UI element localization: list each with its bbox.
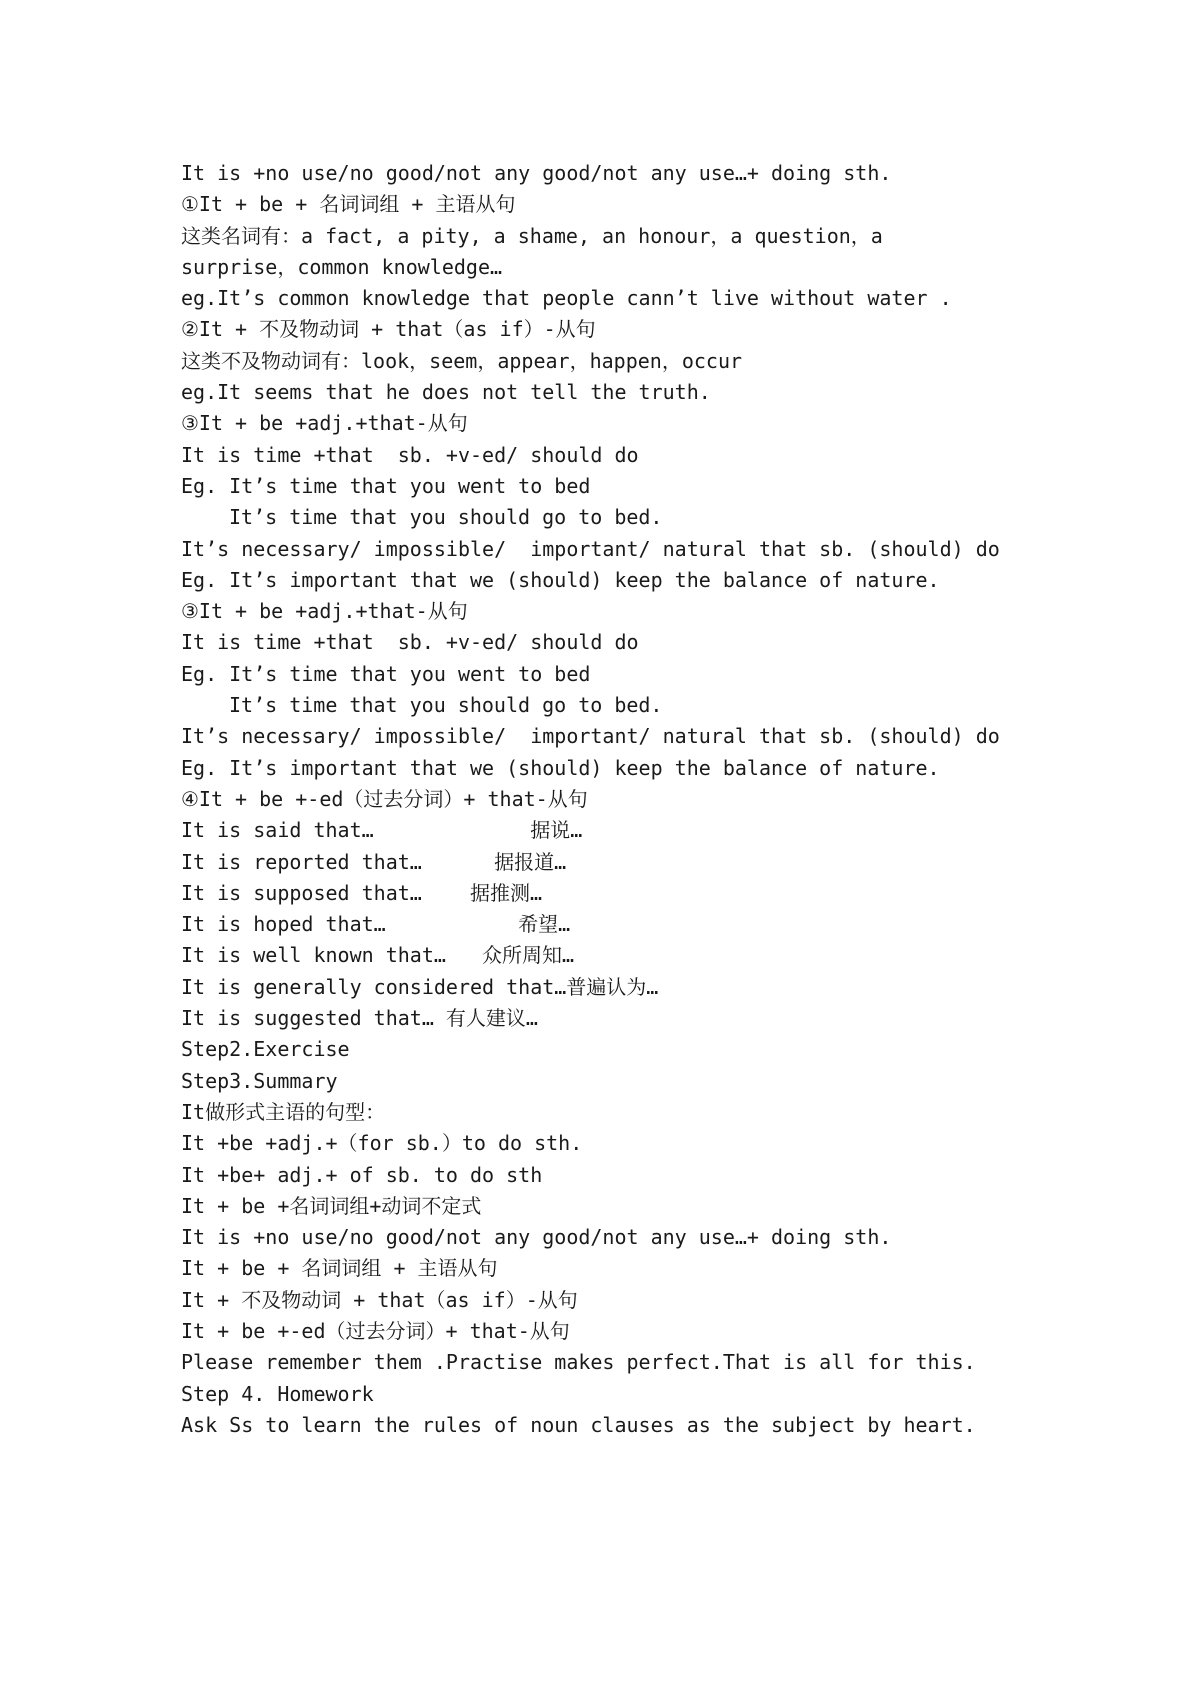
text-line: It + be + 名词词组 + 主语从句: [181, 1256, 498, 1281]
text-line: ②It + 不及物动词 + that（as if）-从句: [181, 317, 596, 342]
text-line: It is supposed that… 据推测…: [181, 880, 543, 905]
text-line: It +be+ adj.+ of sb. to do sth: [181, 1162, 543, 1187]
text-line: ③It + be +adj.+that-从句: [181, 411, 468, 436]
text-line: It is +no use/no good/not any good/not any use…+ doing sth.: [181, 161, 892, 185]
text-line: It + be +-ed（过去分词）+ that-从句: [181, 1318, 570, 1343]
text-line: It’s time that you should go to bed.: [229, 693, 663, 718]
text-line: It is +no use/no good/not any good/not any use…+ doing sth.: [181, 1225, 892, 1250]
text-line: Please remember them .Practise makes perfect.That is all for this.: [181, 1350, 976, 1375]
text-line: Eg. It’s time that you went to bed: [181, 661, 591, 686]
text-line: It +be +adj.+（for sb.）to do sth.: [181, 1131, 583, 1156]
text-line: ①It + be + 名词词组 + 主语从句: [181, 192, 516, 217]
text-line: It做形式主语的句型：: [181, 1099, 386, 1124]
text-line: ③It + be +adj.+that-从句: [181, 599, 468, 624]
text-line: It is suggested that… 有人建议…: [181, 1006, 538, 1031]
text-line: Eg. It’s important that we (should) keep the balance of nature.: [181, 567, 940, 592]
text-line: It’s necessary/ impossible/ important/ natural that sb. (should) do: [181, 536, 1000, 561]
text-line: Eg. It’s time that you went to bed: [181, 473, 591, 498]
text-line: eg.It’s common knowledge that people cann’t live without water .: [181, 286, 952, 311]
text-line: It + 不及物动词 + that（as if）-从句: [181, 1287, 578, 1312]
text-line: It + be +名词词组+动词不定式: [181, 1193, 482, 1218]
text-line: eg.It seems that he does not tell the truth.: [181, 380, 711, 405]
text-line: It is well known that… 众所周知…: [181, 943, 575, 968]
text-line: It is generally considered that…普遍认为…: [181, 974, 659, 999]
text-line: It is time +that sb. +v-ed/ should do: [181, 442, 639, 467]
text-line: 这类不及物动词有：look，seem，appear，happen，occur: [181, 348, 743, 373]
text-line: Eg. It’s important that we (should) keep the balance of nature.: [181, 755, 940, 780]
text-line: It’s time that you should go to bed.: [229, 505, 663, 530]
text-line: surprise，common knowledge…: [181, 254, 503, 279]
text-line: It is reported that… 据报道…: [181, 849, 567, 874]
text-line: It is time +that sb. +v-ed/ should do: [181, 630, 639, 655]
text-line: Ask Ss to learn the rules of noun clauses as the subject by heart.: [181, 1412, 976, 1437]
text-line: 这类名词有：a fact, a pity, a shame, an honour，a question，a: [181, 223, 883, 248]
document-body: [181, 158, 1041, 1441]
text-line: It’s necessary/ impossible/ important/ natural that sb. (should) do: [181, 724, 1000, 749]
text-line: It is hoped that… 希望…: [181, 912, 571, 937]
text-line: ④It + be +-ed（过去分词）+ that-从句: [181, 786, 588, 811]
text-line: Step3.Summary: [181, 1068, 338, 1093]
text-line: It is said that… 据说…: [181, 818, 583, 843]
text-line: Step2.Exercise: [181, 1037, 350, 1062]
text-line: Step 4. Homework: [181, 1381, 374, 1406]
